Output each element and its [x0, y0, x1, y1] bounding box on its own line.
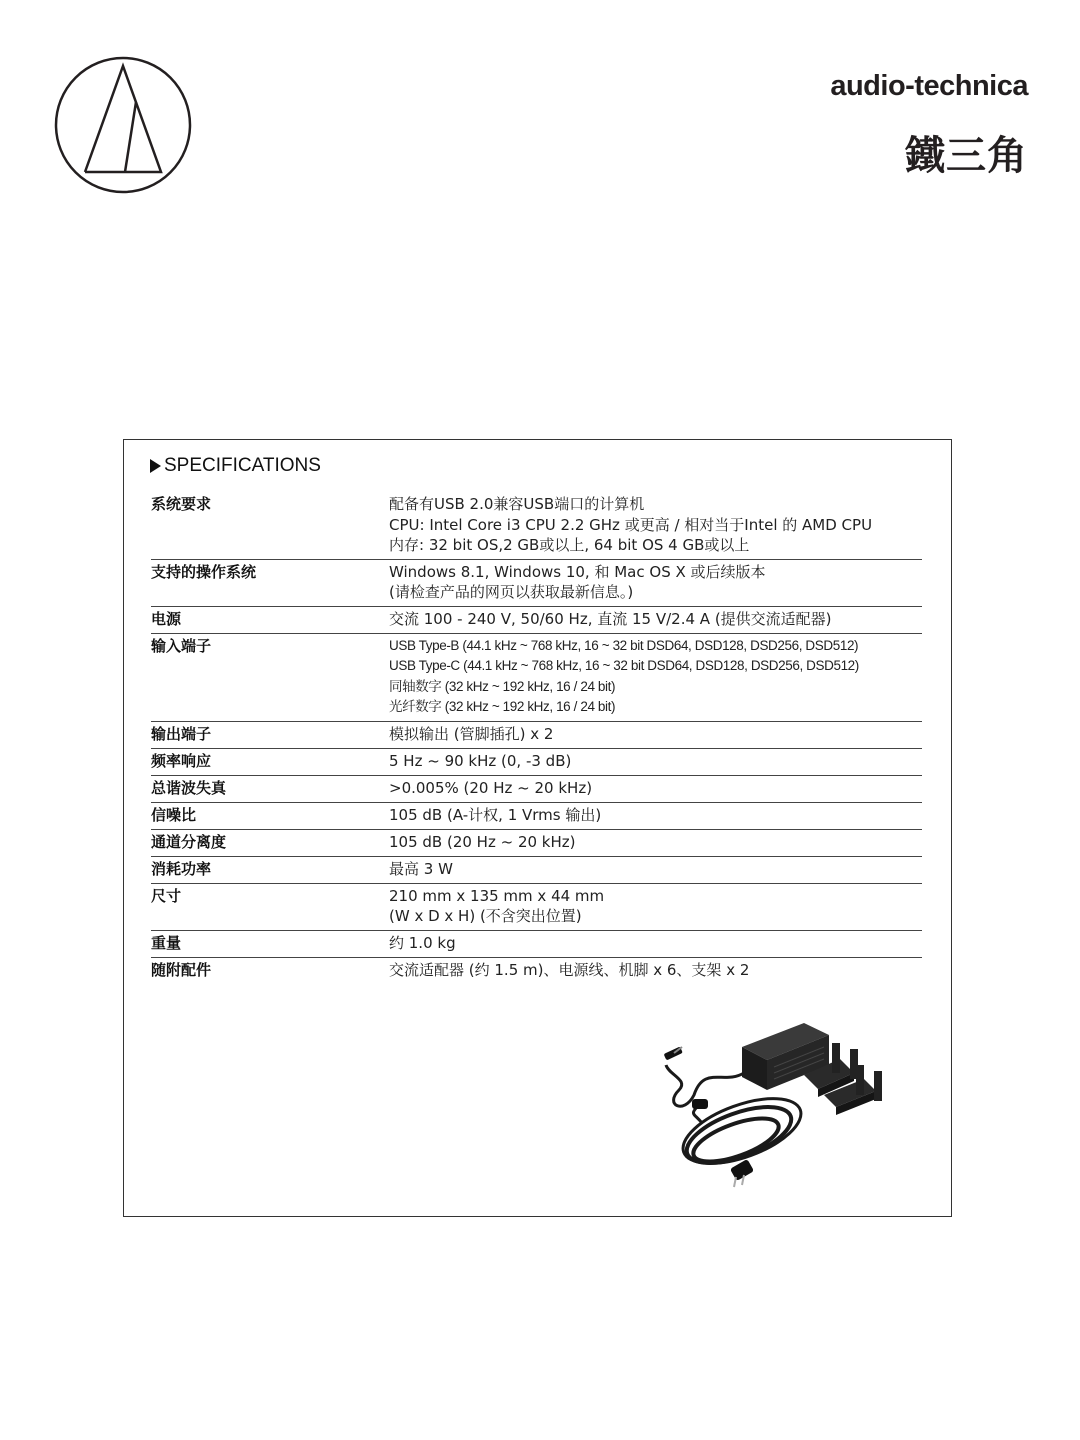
spec-value-line: (W x D x H) (不含突出位置): [389, 907, 582, 925]
spec-label: 输出端子: [151, 724, 212, 743]
spec-label: 电源: [151, 609, 182, 628]
spec-label: 频率响应: [151, 751, 212, 770]
spec-values: [389, 724, 922, 745]
spec-row: [151, 830, 922, 857]
spec-row: [151, 749, 922, 776]
specifications-box: [123, 439, 952, 1217]
spec-row: [151, 857, 922, 884]
spec-label: 信噪比: [151, 805, 197, 824]
spec-label: 尺寸: [151, 886, 182, 905]
spec-values: [389, 859, 922, 880]
specifications-heading: [150, 455, 321, 477]
spec-row: [151, 560, 922, 607]
spec-value-line: (请检查产品的网页以获取最新信息。): [389, 583, 634, 601]
spec-values: [389, 805, 922, 826]
spec-value-line: 约 1.0 kg: [389, 933, 456, 952]
spec-value-line: 内存: 32 bit OS,2 GB或以上, 64 bit OS 4 GB或以上: [389, 536, 750, 554]
spec-row: [151, 884, 922, 931]
spec-values: [389, 778, 922, 799]
spec-values: [389, 636, 922, 718]
ac-adapter-photo: [644, 995, 894, 1195]
spec-values: [389, 609, 922, 630]
spec-value-line: 105 dB (A-计权, 1 Vrms 输出): [389, 805, 602, 824]
spec-values: [389, 832, 922, 853]
specifications-heading-text: SPECIFICATIONS: [164, 455, 321, 476]
spec-value-line: >0.005% (20 Hz ~ 20 kHz): [389, 778, 593, 797]
spec-row: [151, 803, 922, 830]
spec-label: 输入端子: [151, 636, 212, 655]
brand-name-chinese: 鐵三角: [905, 133, 1028, 179]
spec-value-line: Windows 8.1, Windows 10, 和 Mac OS X 或后续版本: [389, 562, 766, 581]
spec-label: 总谐波失真: [151, 778, 227, 797]
spec-value-line: 最高 3 W: [389, 859, 453, 878]
spec-row: [151, 607, 922, 634]
spec-label: 通道分离度: [151, 832, 227, 851]
spec-value-line: 210 mm x 135 mm x 44 mm: [389, 886, 605, 905]
spec-values: [389, 886, 922, 927]
spec-value-line: 模拟输出 (管脚插孔) x 2: [389, 724, 554, 743]
spec-label: 消耗功率: [151, 859, 212, 878]
spec-label: 重量: [151, 933, 182, 952]
audio-technica-logo-icon: [52, 54, 194, 196]
spec-value-line: USB Type-C (44.1 kHz ~ 768 kHz, 16 ~ 32 bit DSD64, DSD128, DSD256, DSD512): [389, 658, 859, 673]
spec-row: [151, 931, 922, 958]
spec-value-line: 105 dB (20 Hz ~ 20 kHz): [389, 832, 576, 851]
spec-row: [151, 492, 922, 560]
spec-values: [389, 751, 922, 772]
spec-row: [151, 722, 922, 749]
spec-value-line: 5 Hz ~ 90 kHz (0, -3 dB): [389, 751, 572, 770]
spec-values: [389, 933, 922, 954]
specifications-table: [151, 492, 922, 984]
spec-value-line: 交流 100 - 240 V, 50/60 Hz, 直流 15 V/2.4 A (提供交流适配器): [389, 609, 832, 628]
spec-row: [151, 958, 922, 984]
brand-name: audio-technica: [830, 70, 1028, 102]
spec-row: [151, 776, 922, 803]
spec-value-line: CPU: Intel Core i3 CPU 2.2 GHz 或更高 / 相对当于Intel 的 AMD CPU: [389, 515, 873, 534]
spec-value-line: 同轴数字 (32 kHz ~ 192 kHz, 16 / 24 bit): [389, 678, 616, 694]
spec-row: [151, 634, 922, 722]
spec-label: 系统要求: [151, 495, 212, 513]
spec-label: 支持的操作系统: [151, 562, 257, 581]
triangle-bullet-icon: [150, 459, 161, 473]
spec-label: 随附配件: [151, 960, 212, 979]
spec-value-line: 交流适配器 (约 1.5 m)、电源线、机脚 x 6、支架 x 2: [389, 960, 750, 979]
spec-value-line: USB Type-B (44.1 kHz ~ 768 kHz, 16 ~ 32 bit DSD64, DSD128, DSD256, DSD512): [389, 637, 859, 653]
spec-values: [389, 562, 922, 603]
spec-values: [389, 960, 922, 981]
spec-value-line: 光纤数字 (32 kHz ~ 192 kHz, 16 / 24 bit): [389, 699, 616, 714]
spec-values: [389, 494, 922, 556]
spec-value-line: 配备有USB 2.0兼容USB端口的计算机: [389, 495, 645, 513]
